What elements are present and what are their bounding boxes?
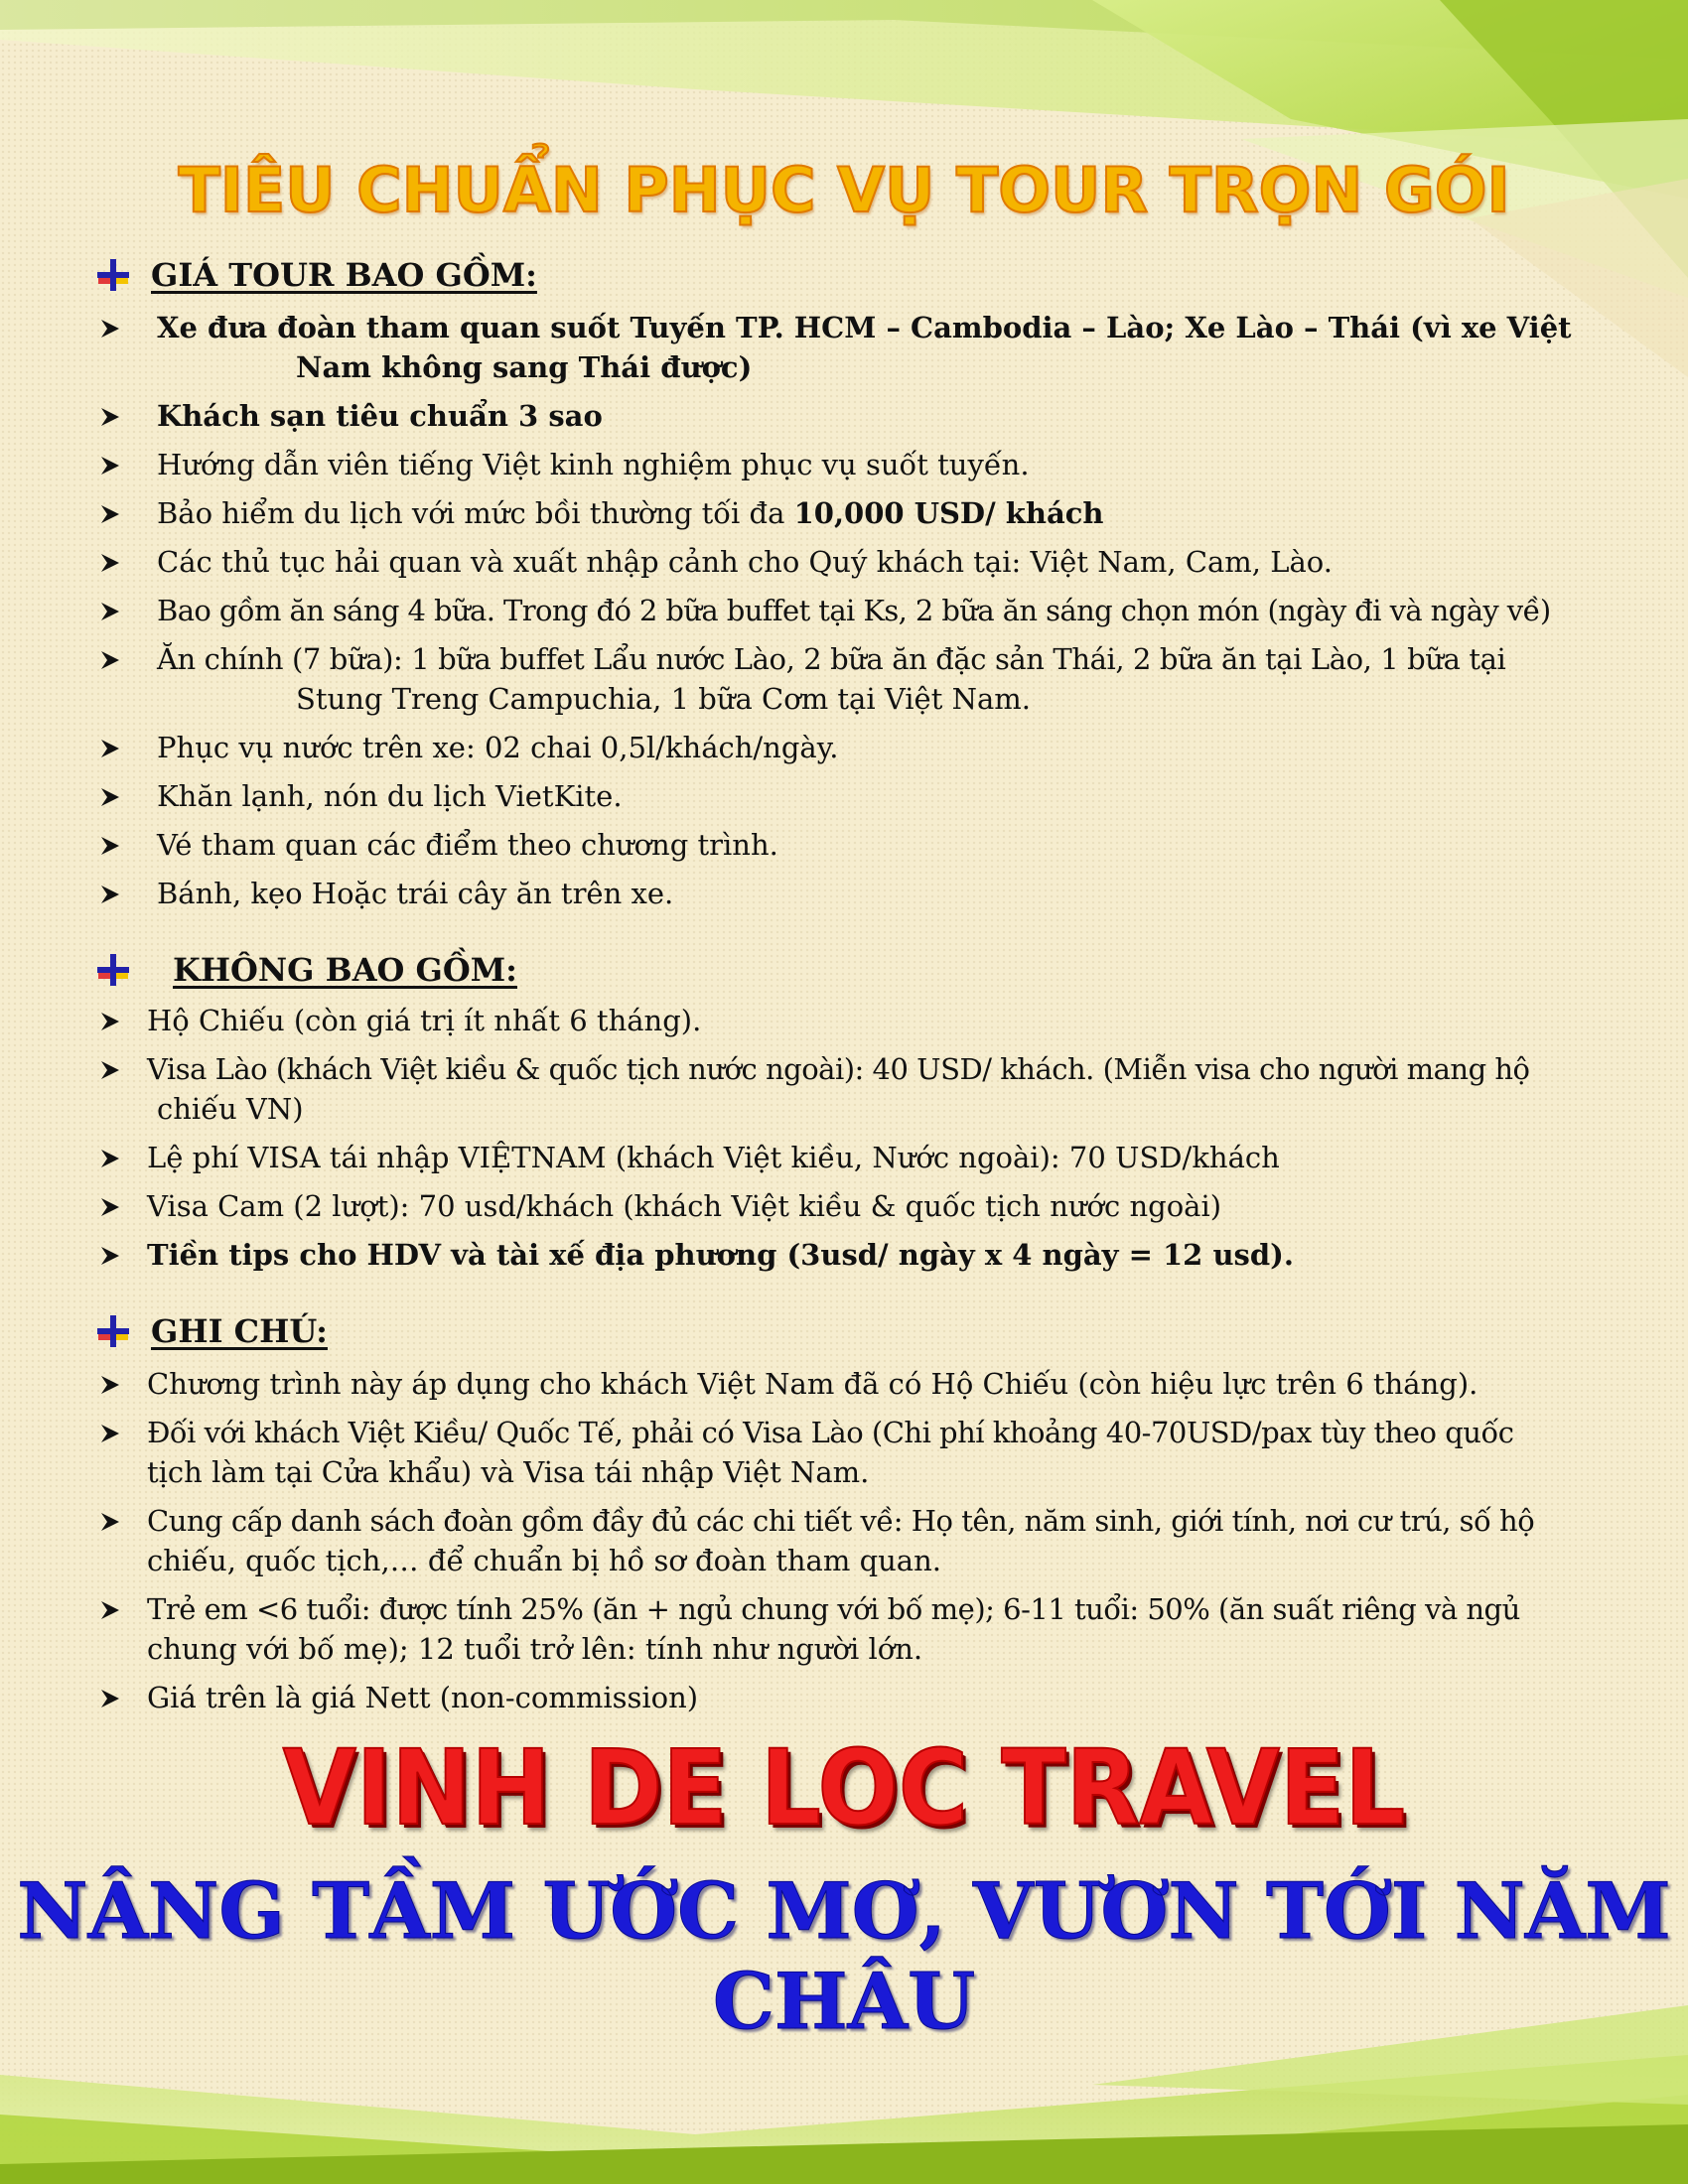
cross-bullet-icon <box>95 1313 131 1349</box>
arrow-bullet-icon <box>99 1059 121 1081</box>
section-heading-excluded <box>95 951 517 989</box>
arrow-bullet-icon <box>99 503 121 525</box>
arrow-bullet-icon <box>99 1688 121 1709</box>
list-item: Trẻ em <6 tuổi: được tính 25% (ăn + ngủ chung với bố mẹ); 6-11 tuổi: 50% (ăn suất riêng và ngủ chung với bố mẹ); 12 tuổi trở lên: tính như người lớn. <box>95 1589 1595 1669</box>
list-item: Bánh, kẹo Hoặc trái cây ăn trên xe. <box>95 874 1595 913</box>
arrow-bullet-icon <box>99 318 121 340</box>
arrow-bullet-icon <box>99 738 121 759</box>
arrow-bullet-icon <box>99 835 121 857</box>
section-heading-notes <box>95 1312 328 1350</box>
arrow-bullet-icon <box>99 884 121 905</box>
cross-bullet-icon <box>95 952 131 988</box>
list-item: Visa Lào (khách Việt kiều & quốc tịch nước ngoài): 40 USD/ khách. (Miễn visa cho người mang hộ chiếu VN) <box>95 1049 1595 1129</box>
arrow-bullet-icon <box>99 552 121 574</box>
arrow-bullet-icon <box>99 1011 121 1032</box>
list-item: Khách sạn tiêu chuẩn 3 sao <box>95 396 1595 436</box>
arrow-bullet-icon <box>99 1599 121 1621</box>
arrow-bullet-icon <box>99 1196 121 1218</box>
list-item: Vé tham quan các điểm theo chương trình. <box>95 825 1595 865</box>
list-item: Khăn lạnh, nón du lịch VietKite. <box>95 776 1595 816</box>
cross-bullet-icon <box>95 257 131 293</box>
section-heading-label: KHÔNG BAO GỒM: <box>173 951 517 989</box>
list-item: Bảo hiểm du lịch với mức bồi thường tối đa 10,000 USD/ khách <box>95 493 1595 533</box>
included-list <box>95 308 1595 922</box>
list-item: Các thủ tục hải quan và xuất nhập cảnh cho Quý khách tại: Việt Nam, Cam, Lào. <box>95 542 1595 582</box>
list-item: Phục vụ nước trên xe: 02 chai 0,5l/khách/ngày. <box>95 728 1595 767</box>
list-item: Giá trên là giá Nett (non-commission) <box>95 1678 1595 1717</box>
arrow-bullet-icon <box>99 1245 121 1267</box>
arrow-bullet-icon <box>99 786 121 808</box>
list-item: Hướng dẫn viên tiếng Việt kinh nghiệm phục vụ suốt tuyến. <box>95 445 1595 484</box>
list-item: Visa Cam (2 lượt): 70 usd/khách (khách Việt kiều & quốc tịch nước ngoài) <box>95 1186 1595 1226</box>
list-item: Hộ Chiếu (còn giá trị ít nhất 6 tháng). <box>95 1001 1595 1040</box>
list-item: Cung cấp danh sách đoàn gồm đầy đủ các chi tiết về: Họ tên, năm sinh, giới tính, nơi cư trú, số hộ chiếu, quốc tịch,… để chuẩn bị hồ sơ đoàn tham quan. <box>95 1501 1595 1580</box>
list-item: Lệ phí VISA tái nhập VIỆTNAM (khách Việt kiều, Nước ngoài): 70 USD/khách <box>95 1138 1595 1177</box>
notes-list <box>95 1364 1595 1726</box>
arrow-bullet-icon <box>99 1374 121 1396</box>
arrow-bullet-icon <box>99 1511 121 1533</box>
arrow-bullet-icon <box>99 601 121 622</box>
arrow-bullet-icon <box>99 1423 121 1444</box>
list-item: Chương trình này áp dụng cho khách Việt Nam đã có Hộ Chiếu (còn hiệu lực trên 6 tháng). <box>95 1364 1595 1404</box>
section-heading-included <box>95 256 537 294</box>
arrow-bullet-icon <box>99 455 121 477</box>
section-heading-label: GHI CHÚ: <box>151 1312 328 1350</box>
list-item: Ăn chính (7 bữa): 1 bữa buffet Lẩu nước Lào, 2 bữa ăn đặc sản Thái, 2 bữa ăn tại Lào, 1 bữa tại Stung Treng Campuchia, 1 bữa Cơm tại Việt Nam. <box>95 639 1595 719</box>
brand-name: VINH DE LOC TRAVEL <box>282 1727 1406 1848</box>
list-item: Bao gồm ăn sáng 4 bữa. Trong đó 2 bữa buffet tại Ks, 2 bữa ăn sáng chọn món (ngày đi và ngày về) <box>95 591 1595 630</box>
page-title: TIÊU CHUẨN PHỤC VỤ TOUR TRỌN GÓI <box>178 154 1510 226</box>
brand-slogan: NÂNG TẦM ƯỚC MƠ, VƯƠN TỚI NĂM CHÂU <box>17 1866 1671 2047</box>
section-heading-label: GIÁ TOUR BAO GỒM: <box>151 256 537 294</box>
list-item: Tiền tips cho HDV và tài xế địa phương (3usd/ ngày x 4 ngày = 12 usd). <box>95 1235 1595 1275</box>
list-item: Xe đưa đoàn tham quan suốt Tuyến TP. HCM – Cambodia – Lào; Xe Lào – Thái (vì xe Việt Nam không sang Thái được) <box>95 308 1595 387</box>
arrow-bullet-icon <box>99 1148 121 1169</box>
list-item: Đối với khách Việt Kiều/ Quốc Tế, phải có Visa Lào (Chi phí khoảng 40-70USD/pax tùy theo quốc tịch làm tại Cửa khẩu) và Visa tái nhập Việt Nam. <box>95 1413 1595 1492</box>
excluded-list <box>95 1001 1595 1284</box>
arrow-bullet-icon <box>99 649 121 671</box>
arrow-bullet-icon <box>99 406 121 428</box>
